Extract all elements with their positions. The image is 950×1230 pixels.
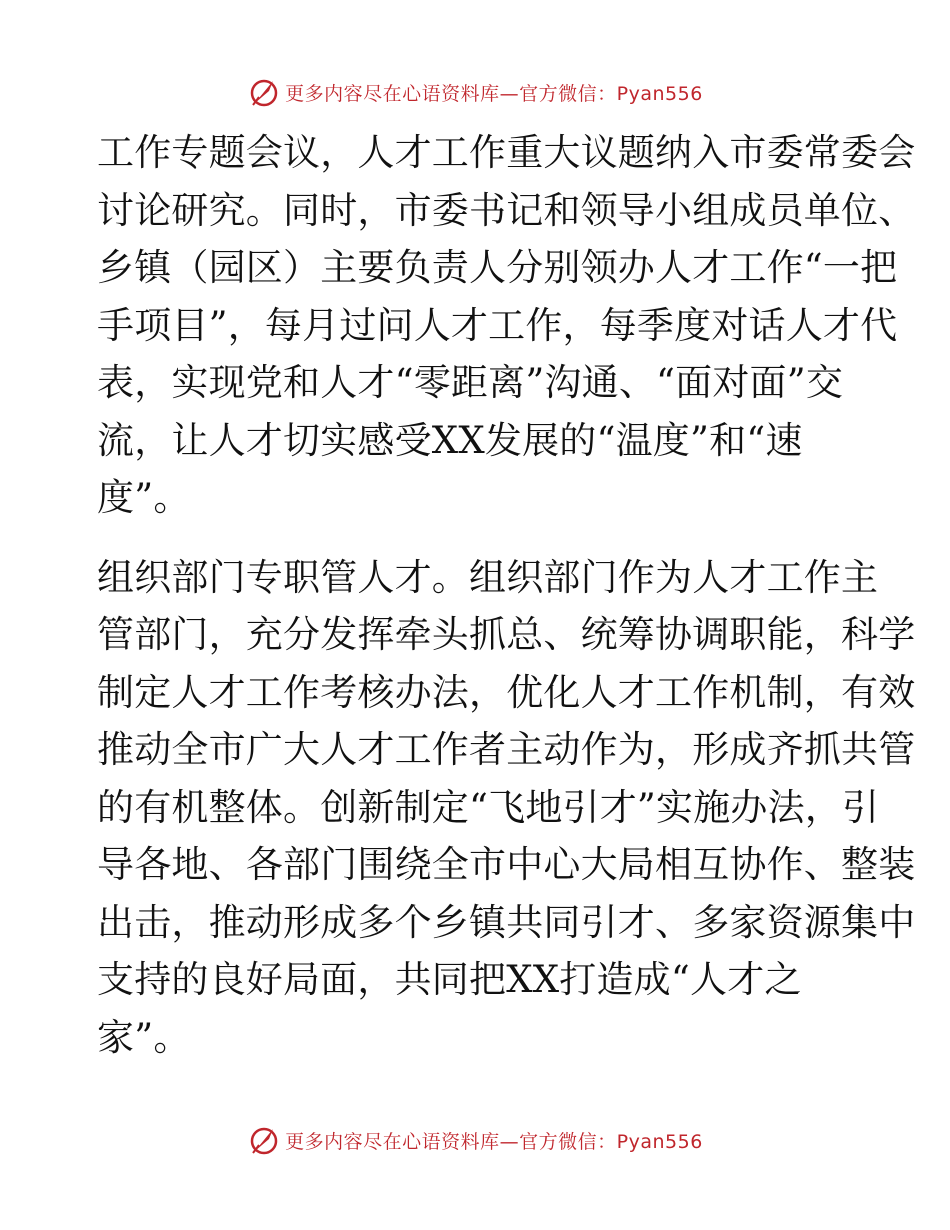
text-line: 推动全市广大人才工作者主动作为，形成齐抓共管: [97, 728, 916, 771]
text-line: 乡镇（园区）主要负责人分别领办人才工作“一把: [97, 246, 898, 289]
feather-pen-logo-icon: [247, 1123, 281, 1157]
text-line: 出击，推动形成多个乡镇共同引才、多家资源集中: [97, 900, 916, 944]
paragraph-1: [97, 124, 916, 527]
text-line: 讨论研究。同时，市委书记和领导小组成员单位、: [97, 188, 916, 232]
header-banner: [0, 72, 950, 112]
text-line: 制定人才工作考核办法，优化人才工作机制，有效: [97, 670, 916, 714]
text-line: 支持的良好局面，共同把XX打造成“人才之: [97, 958, 802, 1001]
document-body: [97, 124, 916, 1066]
feather-pen-logo-icon: [247, 75, 281, 109]
text-line: 表，实现党和人才“零距离”沟通、“面对面”交: [97, 361, 844, 404]
text-line: 的有机整体。创新制定“飞地引才”实施办法，引: [97, 785, 880, 829]
header-banner-text: 更多内容尽在心语资料库—官方微信：Pyan556: [285, 82, 703, 105]
text-line: 工作专题会议，人才工作重大议题纳入市委常委会: [97, 131, 916, 174]
text-line: 度”。: [97, 476, 191, 519]
text-line: 导各地、各部门围绕全市中心大局相互协作、整装: [97, 843, 916, 886]
text-line: 管部门，充分发挥牵头抓总、统筹协调职能，科学: [97, 613, 916, 656]
text-line: 家”。: [97, 1015, 191, 1059]
footer-banner-text: 更多内容尽在心语资料库—官方微信：Pyan556: [285, 1130, 703, 1153]
text-line: 手项目”，每月过问人才工作，每季度对话人才代: [97, 303, 898, 347]
text-line: 流，让人才切实感受XX发展的“温度”和“速: [97, 418, 803, 462]
paragraph-gap: [97, 527, 857, 549]
footer-banner: [0, 1120, 950, 1160]
paragraph-2: [97, 549, 916, 1067]
text-line: 组织部门专职管人才。组织部门作为人才工作主: [97, 555, 879, 599]
